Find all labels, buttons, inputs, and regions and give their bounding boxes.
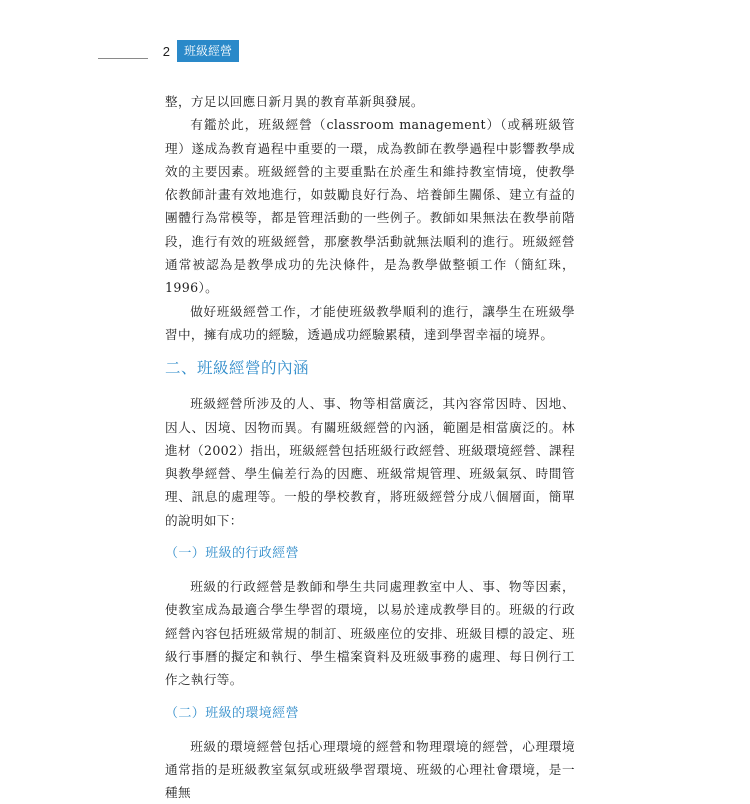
header-rule	[98, 41, 148, 59]
paragraph-administrative: 班級的行政經營是教師和學生共同處理教室中人、事、物等因素，使教室成為最適合學生學習的環境，以易於達成教學目的。班級的行政經營內容包括班級常規的制訂、班級座位的安排、班級目標的設定、班級行事曆的擬定和執行、學生檔案資料及班級事務的處理、每日例行工作之執行等。	[165, 579, 575, 688]
subsection-heading-environment: （二）班級的環境經營	[165, 705, 300, 721]
paragraph-environment: 班級的環境經營包括心理環境的經營和物理環境的經營，心理環境通常指的是班級教室氣氛或班級學習環境、班級的心理社會環境，是一種無	[165, 738, 575, 801]
subsection-heading-administrative: （一）班級的行政經營	[165, 546, 300, 562]
paragraph-continuation: 整，方足以回應日新月異的教育革新與發展。	[165, 94, 424, 109]
paragraph-scope: 班級經營所涉及的人、事、物等相當廣泛，其內容常因時、因地、因人、因境、因物而異。有關班級經營的內涵，範圍是相當廣泛的。林進材（2002）指出，班級經營包括班級行政經營、班級環境經營、課程與教學經營、學生偏差行為的因應、班級常規管理、班級氣氛、時間管理、訊息的處理等。一般的學校教育，將班級經營分成八個層面，簡單的說明如下：	[165, 396, 575, 528]
page-body	[165, 90, 575, 804]
page-number: 2	[162, 43, 170, 59]
running-header	[98, 40, 239, 62]
chapter-tab: 班級經營	[177, 40, 239, 62]
paragraph-classroom-management: 有鑑於此，班級經營（classroom management）（或稱班級管理）遂成為教育過程中重要的一環，成為教師在教學過程中影響教學成效的主要因素。班級經營的主要重點在於產生和維持教室情境，使教學依教師計畫有效地進行，如鼓勵良好行為、培養師生關係、建立有益的團體行為常模等，都是管理活動的一些例子。教師如果無法在教學前階段，進行有效的班級經營，那麼教學活動就無法順利的進行。班級經營通常被認為是教學成功的先決條件，是為教學做整頓工作（簡紅珠，1996）。	[165, 117, 575, 296]
paragraph-success: 做好班級經營工作，才能使班級教學順利的進行，讓學生在班級學習中，擁有成功的經驗，透過成功經驗累積，達到學習幸福的境界。	[165, 303, 575, 342]
section-heading: 二、班級經營的內涵	[165, 359, 310, 378]
